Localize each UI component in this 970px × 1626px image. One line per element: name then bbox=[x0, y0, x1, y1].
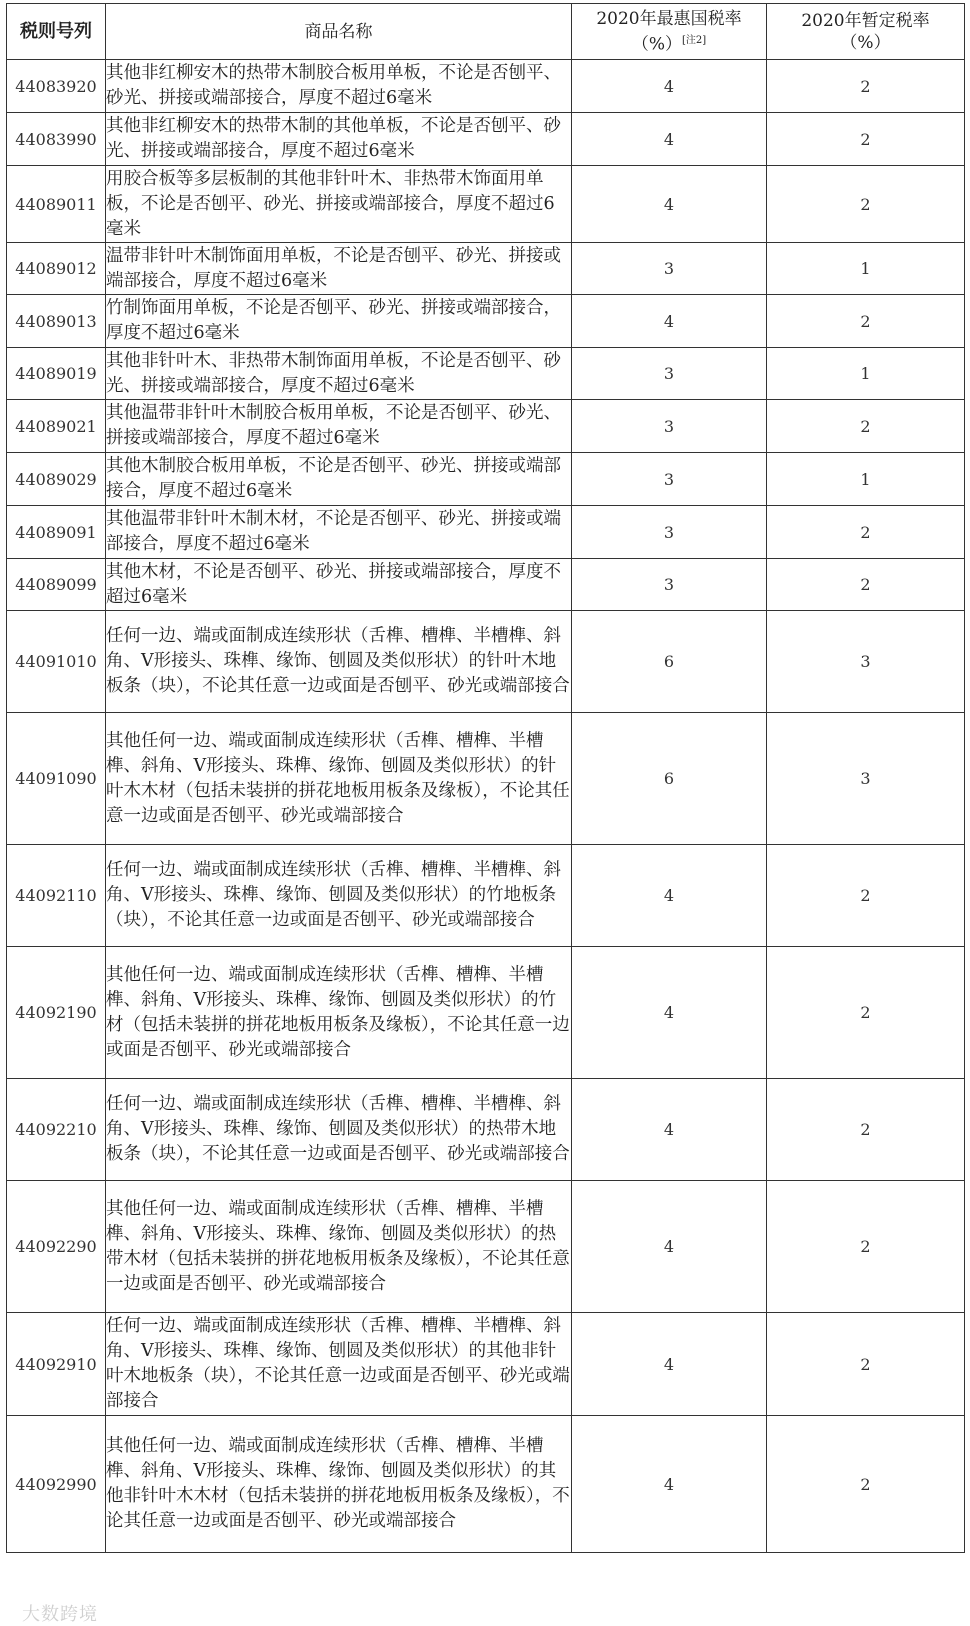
table-row bbox=[7, 348, 965, 400]
header-code: 税则号列 bbox=[7, 4, 106, 60]
mfn-rate-cell: 6 bbox=[572, 611, 767, 713]
code-cell: 44092910 bbox=[7, 1313, 106, 1416]
name-cell: 其他非红柳安木的热带木制胶合板用单板，不论是否刨平、砂光、拼接或端部接合，厚度不超过6毫米 bbox=[106, 60, 572, 113]
code-cell: 44089013 bbox=[7, 295, 106, 348]
name-cell: 其他任何一边、端或面制成连续形状（舌榫、槽榫、半槽榫、斜角、V形接头、珠榫、缘饰、刨圆及类似形状）的热带木材（包括未装拼的拼花地板用板条及缘板），不论其任意一边或面是否刨平、砂光或端部接合 bbox=[106, 1181, 572, 1313]
provisional-rate-cell: 3 bbox=[767, 713, 965, 845]
table-row bbox=[7, 845, 965, 947]
mfn-rate-cell: 4 bbox=[572, 60, 767, 113]
table-row bbox=[7, 400, 965, 453]
name-cell: 任何一边、端或面制成连续形状（舌榫、槽榫、半槽榫、斜角、V形接头、珠榫、缘饰、刨圆及类似形状）的热带木地板条（块），不论其任意一边或面是否刨平、砂光或端部接合 bbox=[106, 1079, 572, 1181]
mfn-rate-cell: 3 bbox=[572, 243, 767, 295]
code-cell: 44092190 bbox=[7, 947, 106, 1079]
code-cell: 44089011 bbox=[7, 166, 106, 243]
provisional-rate-cell: 2 bbox=[767, 1181, 965, 1313]
code-cell: 44091010 bbox=[7, 611, 106, 713]
provisional-rate-cell: 2 bbox=[767, 400, 965, 453]
table-row bbox=[7, 113, 965, 166]
code-cell: 44092290 bbox=[7, 1181, 106, 1313]
mfn-rate-cell: 4 bbox=[572, 295, 767, 348]
name-cell: 竹制饰面用单板，不论是否刨平、砂光、拼接或端部接合，厚度不超过6毫米 bbox=[106, 295, 572, 348]
code-cell: 44092210 bbox=[7, 1079, 106, 1181]
mfn-rate-cell: 3 bbox=[572, 453, 767, 506]
table-row bbox=[7, 1079, 965, 1181]
provisional-rate-cell: 2 bbox=[767, 1313, 965, 1416]
header-provisional-unit: （%） bbox=[840, 32, 891, 53]
name-cell: 用胶合板等多层板制的其他非针叶木、非热带木饰面用单板，不论是否刨平、砂光、拼接或端部接合，厚度不超过6毫米 bbox=[106, 166, 572, 243]
table-row bbox=[7, 713, 965, 845]
provisional-rate-cell: 2 bbox=[767, 1079, 965, 1181]
table-row bbox=[7, 506, 965, 559]
name-cell: 其他任何一边、端或面制成连续形状（舌榫、槽榫、半槽榫、斜角、V形接头、珠榫、缘饰、刨圆及类似形状）的其他非针叶木木材（包括未装拼的拼花地板用板条及缘板），不论其任意一边或面是否刨平、砂光或端部接合 bbox=[106, 1416, 572, 1553]
header-name: 商品名称 bbox=[106, 4, 572, 60]
name-cell: 温带非针叶木制饰面用单板，不论是否刨平、砂光、拼接或端部接合，厚度不超过6毫米 bbox=[106, 243, 572, 295]
header-mfn-unit: （%） bbox=[631, 34, 682, 55]
code-cell: 44089012 bbox=[7, 243, 106, 295]
code-cell: 44083920 bbox=[7, 60, 106, 113]
code-cell: 44089099 bbox=[7, 559, 106, 611]
provisional-rate-cell: 2 bbox=[767, 295, 965, 348]
mfn-rate-cell: 6 bbox=[572, 713, 767, 845]
header-row bbox=[7, 4, 965, 60]
code-cell: 44092990 bbox=[7, 1416, 106, 1553]
provisional-rate-cell: 1 bbox=[767, 453, 965, 506]
table-header bbox=[7, 4, 965, 60]
provisional-rate-cell: 1 bbox=[767, 348, 965, 400]
mfn-rate-cell: 3 bbox=[572, 506, 767, 559]
code-cell: 44089019 bbox=[7, 348, 106, 400]
provisional-rate-cell: 2 bbox=[767, 113, 965, 166]
provisional-rate-cell: 2 bbox=[767, 1416, 965, 1553]
code-cell: 44089091 bbox=[7, 506, 106, 559]
code-cell: 44083990 bbox=[7, 113, 106, 166]
mfn-rate-cell: 3 bbox=[572, 559, 767, 611]
code-cell: 44092110 bbox=[7, 845, 106, 947]
table-row bbox=[7, 611, 965, 713]
name-cell: 任何一边、端或面制成连续形状（舌榫、槽榫、半槽榫、斜角、V形接头、珠榫、缘饰、刨圆及类似形状）的针叶木地板条（块），不论其任意一边或面是否刨平、砂光或端部接合 bbox=[106, 611, 572, 713]
name-cell: 任何一边、端或面制成连续形状（舌榫、槽榫、半槽榫、斜角、V形接头、珠榫、缘饰、刨圆及类似形状）的竹地板条（块），不论其任意一边或面是否刨平、砂光或端部接合 bbox=[106, 845, 572, 947]
table-row bbox=[7, 60, 965, 113]
tariff-table bbox=[6, 3, 965, 1553]
header-mfn-note: [注2] bbox=[681, 34, 707, 46]
provisional-rate-cell: 2 bbox=[767, 947, 965, 1079]
header-provisional-title: 2020年暂定税率 bbox=[801, 10, 930, 31]
table-row bbox=[7, 453, 965, 506]
header-mfn-title: 2020年最惠国税率 bbox=[596, 8, 742, 29]
name-cell: 其他非红柳安木的热带木制的其他单板，不论是否刨平、砂光、拼接或端部接合，厚度不超过6毫米 bbox=[106, 113, 572, 166]
mfn-rate-cell: 4 bbox=[572, 1313, 767, 1416]
mfn-rate-cell: 4 bbox=[572, 113, 767, 166]
provisional-rate-cell: 2 bbox=[767, 166, 965, 243]
provisional-rate-cell: 2 bbox=[767, 60, 965, 113]
mfn-rate-cell: 4 bbox=[572, 1079, 767, 1181]
name-cell: 其他木制胶合板用单板，不论是否刨平、砂光、拼接或端部接合，厚度不超过6毫米 bbox=[106, 453, 572, 506]
name-cell: 其他任何一边、端或面制成连续形状（舌榫、槽榫、半槽榫、斜角、V形接头、珠榫、缘饰、刨圆及类似形状）的竹材（包括未装拼的拼花地板用板条及缘板），不论其任意一边或面是否刨平、砂光或端部接合 bbox=[106, 947, 572, 1079]
table-body bbox=[7, 60, 965, 1553]
code-cell: 44089021 bbox=[7, 400, 106, 453]
mfn-rate-cell: 4 bbox=[572, 1181, 767, 1313]
table-row bbox=[7, 166, 965, 243]
table-row bbox=[7, 947, 965, 1079]
header-provisional-rate bbox=[767, 4, 965, 60]
provisional-rate-cell: 2 bbox=[767, 559, 965, 611]
table-row bbox=[7, 243, 965, 295]
watermark: 大数跨境 bbox=[22, 1604, 98, 1625]
name-cell: 任何一边、端或面制成连续形状（舌榫、槽榫、半槽榫、斜角、V形接头、珠榫、缘饰、刨圆及类似形状）的其他非针叶木地板条（块），不论其任意一边或面是否刨平、砂光或端部接合 bbox=[106, 1313, 572, 1416]
provisional-rate-cell: 3 bbox=[767, 611, 965, 713]
mfn-rate-cell: 3 bbox=[572, 348, 767, 400]
name-cell: 其他温带非针叶木制胶合板用单板，不论是否刨平、砂光、拼接或端部接合，厚度不超过6毫米 bbox=[106, 400, 572, 453]
provisional-rate-cell: 2 bbox=[767, 506, 965, 559]
mfn-rate-cell: 4 bbox=[572, 845, 767, 947]
name-cell: 其他任何一边、端或面制成连续形状（舌榫、槽榫、半槽榫、斜角、V形接头、珠榫、缘饰、刨圆及类似形状）的针叶木木材（包括未装拼的拼花地板用板条及缘板），不论其任意一边或面是否刨平、砂光或端部接合 bbox=[106, 713, 572, 845]
table-row bbox=[7, 1313, 965, 1416]
table-row bbox=[7, 559, 965, 611]
header-mfn-rate bbox=[572, 4, 767, 60]
name-cell: 其他非针叶木、非热带木制饰面用单板，不论是否刨平、砂光、拼接或端部接合，厚度不超过6毫米 bbox=[106, 348, 572, 400]
code-cell: 44089029 bbox=[7, 453, 106, 506]
name-cell: 其他温带非针叶木制木材，不论是否刨平、砂光、拼接或端部接合，厚度不超过6毫米 bbox=[106, 506, 572, 559]
mfn-rate-cell: 4 bbox=[572, 947, 767, 1079]
mfn-rate-cell: 4 bbox=[572, 166, 767, 243]
table-row bbox=[7, 1416, 965, 1553]
name-cell: 其他木材，不论是否刨平、砂光、拼接或端部接合，厚度不超过6毫米 bbox=[106, 559, 572, 611]
mfn-rate-cell: 4 bbox=[572, 1416, 767, 1553]
table-row bbox=[7, 1181, 965, 1313]
mfn-rate-cell: 3 bbox=[572, 400, 767, 453]
code-cell: 44091090 bbox=[7, 713, 106, 845]
table-row bbox=[7, 295, 965, 348]
provisional-rate-cell: 2 bbox=[767, 845, 965, 947]
provisional-rate-cell: 1 bbox=[767, 243, 965, 295]
